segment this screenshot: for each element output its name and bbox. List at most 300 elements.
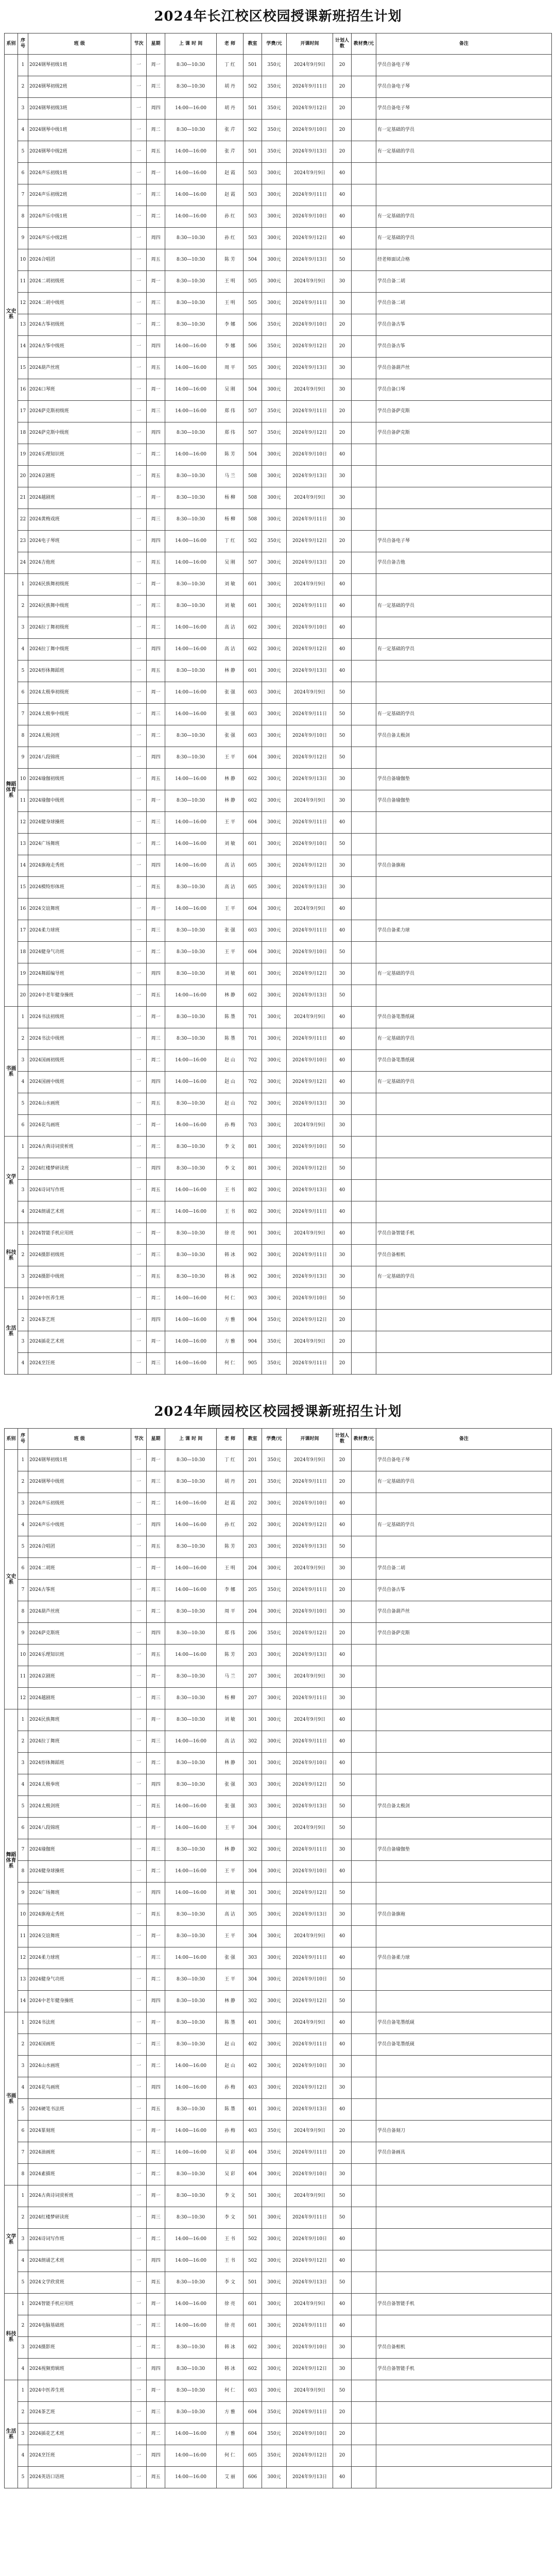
- capacity-cell: 40: [333, 660, 352, 682]
- period-cell: 一: [131, 293, 147, 314]
- classroom-cell: 601: [244, 596, 262, 617]
- capacity-cell: 30: [333, 1666, 352, 1688]
- row-index-cell: 10: [18, 1645, 28, 1666]
- teacher-cell: 方 雅: [217, 1310, 244, 1331]
- material-fee-cell: [352, 1991, 376, 2012]
- start-date-cell: 2024年9月13日: [287, 877, 333, 899]
- class-name-cell: 2024健身气功班: [28, 942, 131, 963]
- start-date-cell: 2024年9月10日: [287, 1050, 333, 1072]
- weekday-cell: 周一: [147, 790, 165, 812]
- row-index-cell: 8: [18, 1601, 28, 1623]
- period-cell: 一: [131, 1450, 147, 1471]
- teacher-cell: 吴 刚: [217, 379, 244, 401]
- table-row: [5, 2034, 552, 2056]
- capacity-cell: 50: [333, 1536, 352, 1558]
- capacity-cell: 30: [333, 1245, 352, 1266]
- start-date-cell: 2024年9月9日: [287, 271, 333, 293]
- teacher-cell: 高 洁: [217, 1731, 244, 1753]
- remark-cell: [376, 1288, 552, 1310]
- class-name-cell: 2024中医养生班: [28, 2380, 131, 2402]
- class-name-cell: 2024舞蹈编导班: [28, 963, 131, 985]
- class-name-cell: 2024文学欣赏班: [28, 2272, 131, 2294]
- class-name-cell: 2024声乐初级1班: [28, 163, 131, 184]
- period-cell: 一: [131, 2294, 147, 2315]
- teacher-cell: 孙 梅: [217, 1115, 244, 1137]
- table-row: [5, 942, 552, 963]
- table-row: [5, 1861, 552, 1883]
- remark-cell: 学员自备笔墨纸砚: [376, 2034, 552, 2056]
- capacity-cell: 40: [333, 1007, 352, 1028]
- remark-cell: 学员自备旗袍: [376, 855, 552, 877]
- class-name-cell: 2024拉丁舞初级班: [28, 617, 131, 639]
- capacity-cell: 50: [333, 704, 352, 725]
- weekday-cell: 周一: [147, 2294, 165, 2315]
- material-fee-cell: [352, 1839, 376, 1861]
- start-date-cell: 2024年9月11日: [287, 1471, 333, 1493]
- table-row: [5, 2207, 552, 2229]
- weekday-cell: 周一: [147, 487, 165, 509]
- table-row: [5, 596, 552, 617]
- remark-cell: [376, 1093, 552, 1115]
- teacher-cell: 刘 敏: [217, 1709, 244, 1731]
- tuition-cell: 300元: [262, 877, 287, 899]
- table-row: [5, 1310, 552, 1331]
- class-time-cell: 8:30—10:30: [165, 1623, 217, 1645]
- material-fee-cell: [352, 2380, 376, 2402]
- period-cell: 一: [131, 2142, 147, 2164]
- start-date-cell: 2024年9月11日: [287, 1947, 333, 1969]
- teacher-cell: 方 雅: [217, 1331, 244, 1353]
- table-row: [5, 2402, 552, 2424]
- period-cell: 一: [131, 379, 147, 401]
- period-cell: 一: [131, 1115, 147, 1137]
- material-fee-cell: [352, 552, 376, 574]
- table-row: [5, 1245, 552, 1266]
- teacher-cell: 王 平: [217, 747, 244, 769]
- teacher-cell: 孙 梅: [217, 2121, 244, 2142]
- class-name-cell: 2024旗袍走秀班: [28, 1904, 131, 1926]
- material-fee-cell: [352, 574, 376, 596]
- material-fee-cell: [352, 1115, 376, 1137]
- tuition-cell: 300元: [262, 1731, 287, 1753]
- period-cell: 一: [131, 1245, 147, 1266]
- table-row: [5, 2467, 552, 2488]
- weekday-cell: 周三: [147, 1839, 165, 1861]
- row-index-cell: 12: [18, 1947, 28, 1969]
- remark-cell: [376, 660, 552, 682]
- period-cell: 一: [131, 1666, 147, 1688]
- class-name-cell: 2024花鸟画班: [28, 2077, 131, 2099]
- row-index-cell: 13: [18, 834, 28, 855]
- weekday-cell: 周二: [147, 206, 165, 228]
- class-time-cell: 8:30—10:30: [165, 1688, 217, 1709]
- classroom-cell: 507: [244, 401, 262, 422]
- material-fee-cell: [352, 855, 376, 877]
- class-name-cell: 2024烹饪班: [28, 1353, 131, 1375]
- teacher-cell: 吴 彩: [217, 2142, 244, 2164]
- row-index-cell: 2: [18, 1731, 28, 1753]
- teacher-cell: 赵 山: [217, 2034, 244, 2056]
- header-remark: 备注: [376, 1429, 552, 1450]
- start-date-cell: 2024年9月10日: [287, 314, 333, 336]
- material-fee-cell: [352, 2185, 376, 2207]
- capacity-cell: 30: [333, 1839, 352, 1861]
- tuition-cell: 350元: [262, 98, 287, 120]
- period-cell: 一: [131, 942, 147, 963]
- class-time-cell: 8:30—10:30: [165, 76, 217, 98]
- capacity-cell: 40: [333, 184, 352, 206]
- classroom-cell: 603: [244, 2380, 262, 2402]
- start-date-cell: 2024年9月12日: [287, 1883, 333, 1904]
- class-name-cell: 2024声乐初级班: [28, 1493, 131, 1515]
- capacity-cell: 40: [333, 574, 352, 596]
- teacher-cell: 王 平: [217, 812, 244, 834]
- capacity-cell: 30: [333, 271, 352, 293]
- teacher-cell: 陈 墨: [217, 2012, 244, 2034]
- table-row: [5, 963, 552, 985]
- material-fee-cell: [352, 1645, 376, 1666]
- remark-cell: 学员自备口琴: [376, 379, 552, 401]
- class-name-cell: 2024口琴班: [28, 379, 131, 401]
- period-cell: 一: [131, 855, 147, 877]
- header-room: 教室: [244, 1429, 262, 1450]
- teacher-cell: 张 强: [217, 1947, 244, 1969]
- remark-cell: 学员自备萨克斯: [376, 1623, 552, 1645]
- material-fee-cell: [352, 1796, 376, 1818]
- class-time-cell: 14:00—16:00: [165, 531, 217, 552]
- row-index-cell: 10: [18, 249, 28, 271]
- period-cell: 一: [131, 2077, 147, 2099]
- teacher-cell: 陈 芳: [217, 249, 244, 271]
- capacity-cell: 30: [333, 1688, 352, 1709]
- teacher-cell: 刘 敏: [217, 1883, 244, 1904]
- class-name-cell: 2024视频剪辑班: [28, 2359, 131, 2380]
- capacity-cell: 30: [333, 877, 352, 899]
- row-index-cell: 4: [18, 1774, 28, 1796]
- remark-cell: [376, 2077, 552, 2099]
- start-date-cell: 2024年9月10日: [287, 725, 333, 747]
- tuition-cell: 300元: [262, 596, 287, 617]
- teacher-cell: 丁 红: [217, 55, 244, 76]
- period-cell: 一: [131, 2185, 147, 2207]
- tuition-cell: 350元: [262, 1450, 287, 1471]
- teacher-cell: 孙 梅: [217, 2077, 244, 2099]
- class-time-cell: 14:00—16:00: [165, 855, 217, 877]
- tuition-cell: 300元: [262, 1007, 287, 1028]
- row-index-cell: 12: [18, 1688, 28, 1709]
- start-date-cell: 2024年9月10日: [287, 2229, 333, 2250]
- capacity-cell: 30: [333, 2164, 352, 2185]
- header-time: 上 课 时 间: [165, 1429, 217, 1450]
- table-row: [5, 1493, 552, 1515]
- tuition-cell: 350元: [262, 141, 287, 163]
- class-time-cell: 14:00—16:00: [165, 2294, 217, 2315]
- capacity-cell: 50: [333, 2207, 352, 2229]
- period-cell: 一: [131, 228, 147, 249]
- tuition-cell: 350元: [262, 1580, 287, 1601]
- teacher-cell: 周 平: [217, 358, 244, 379]
- class-name-cell: 2024柔力球班: [28, 920, 131, 942]
- teacher-cell: 陈 墨: [217, 2099, 244, 2121]
- tuition-cell: 350元: [262, 76, 287, 98]
- class-name-cell: 2024民族舞班: [28, 1709, 131, 1731]
- table-row: [5, 2164, 552, 2185]
- table-row: [5, 1774, 552, 1796]
- remark-cell: 有一定基础的学员: [376, 206, 552, 228]
- tuition-cell: 300元: [262, 812, 287, 834]
- class-time-cell: 14:00—16:00: [165, 1818, 217, 1839]
- period-cell: 一: [131, 2250, 147, 2272]
- weekday-cell: 周二: [147, 1288, 165, 1310]
- remark-cell: 有一定基础的学员: [376, 1028, 552, 1050]
- weekday-cell: 周一: [147, 1331, 165, 1353]
- start-date-cell: 2024年9月13日: [287, 985, 333, 1007]
- table-row: [5, 2380, 552, 2402]
- start-date-cell: 2024年9月11日: [287, 704, 333, 725]
- row-index-cell: 7: [18, 184, 28, 206]
- teacher-cell: 张 强: [217, 704, 244, 725]
- weekday-cell: 周二: [147, 1753, 165, 1774]
- tuition-cell: 300元: [262, 2207, 287, 2229]
- material-fee-cell: [352, 1861, 376, 1883]
- class-time-cell: 8:30—10:30: [165, 1028, 217, 1050]
- remark-cell: [376, 509, 552, 531]
- classroom-cell: 602: [244, 639, 262, 660]
- remark-cell: 学员自备吉他: [376, 552, 552, 574]
- teacher-cell: 赵 山: [217, 1093, 244, 1115]
- material-fee-cell: [352, 2099, 376, 2121]
- teacher-cell: 方 雅: [217, 2402, 244, 2424]
- classroom-cell: 801: [244, 1137, 262, 1158]
- capacity-cell: 20: [333, 314, 352, 336]
- teacher-cell: 杨 柳: [217, 1688, 244, 1709]
- class-name-cell: 2024篆刻班: [28, 2121, 131, 2142]
- period-cell: 一: [131, 2315, 147, 2337]
- class-time-cell: 14:00—16:00: [165, 1201, 217, 1223]
- weekday-cell: 周一: [147, 2185, 165, 2207]
- capacity-cell: 40: [333, 1050, 352, 1072]
- material-fee-cell: [352, 725, 376, 747]
- tuition-cell: 300元: [262, 1796, 287, 1818]
- class-name-cell: 2024广场舞班: [28, 834, 131, 855]
- teacher-cell: 何 仁: [217, 1288, 244, 1310]
- class-name-cell: 2024山水画班: [28, 2056, 131, 2077]
- material-fee-cell: [352, 2250, 376, 2272]
- start-date-cell: 2024年9月12日: [287, 1158, 333, 1180]
- class-name-cell: 2024葫芦丝班: [28, 1601, 131, 1623]
- class-time-cell: 8:30—10:30: [165, 1223, 217, 1245]
- capacity-cell: 20: [333, 1471, 352, 1493]
- tuition-cell: 300元: [262, 271, 287, 293]
- material-fee-cell: [352, 1904, 376, 1926]
- classroom-cell: 505: [244, 293, 262, 314]
- weekday-cell: 周二: [147, 1861, 165, 1883]
- class-time-cell: 8:30—10:30: [165, 422, 217, 444]
- class-time-cell: 8:30—10:30: [165, 1709, 217, 1731]
- class-time-cell: 14:00—16:00: [165, 1515, 217, 1536]
- weekday-cell: 周三: [147, 920, 165, 942]
- classroom-cell: 702: [244, 1093, 262, 1115]
- material-fee-cell: [352, 1201, 376, 1223]
- teacher-cell: 林 静: [217, 985, 244, 1007]
- class-name-cell: 2024红楼梦研读班: [28, 1158, 131, 1180]
- period-cell: 一: [131, 812, 147, 834]
- weekday-cell: 周二: [147, 1050, 165, 1072]
- capacity-cell: 40: [333, 1493, 352, 1515]
- capacity-cell: 40: [333, 1947, 352, 1969]
- remark-cell: 学员自备电子琴: [376, 531, 552, 552]
- capacity-cell: 40: [333, 163, 352, 184]
- start-date-cell: 2024年9月9日: [287, 163, 333, 184]
- material-fee-cell: [352, 444, 376, 466]
- material-fee-cell: [352, 704, 376, 725]
- table-row: [5, 899, 552, 920]
- remark-cell: 学员自备笔墨纸砚: [376, 1007, 552, 1028]
- period-cell: 一: [131, 1180, 147, 1201]
- class-name-cell: 2024诗词写作班: [28, 1180, 131, 1201]
- classroom-cell: 402: [244, 2056, 262, 2077]
- class-name-cell: 2024健身球操班: [28, 812, 131, 834]
- weekday-cell: 周三: [147, 1245, 165, 1266]
- class-time-cell: 8:30—10:30: [165, 249, 217, 271]
- classroom-cell: 204: [244, 1558, 262, 1580]
- row-index-cell: 4: [18, 2250, 28, 2272]
- tuition-cell: 300元: [262, 747, 287, 769]
- period-cell: 一: [131, 639, 147, 660]
- row-index-cell: 5: [18, 1093, 28, 1115]
- row-index-cell: 22: [18, 509, 28, 531]
- tuition-cell: 300元: [262, 942, 287, 963]
- row-index-cell: 4: [18, 1072, 28, 1093]
- material-fee-cell: [352, 920, 376, 942]
- period-cell: 一: [131, 314, 147, 336]
- class-name-cell: 2024形体舞蹈班: [28, 1753, 131, 1774]
- start-date-cell: 2024年9月9日: [287, 1709, 333, 1731]
- period-cell: 一: [131, 725, 147, 747]
- weekday-cell: 周五: [147, 2272, 165, 2294]
- material-fee-cell: [352, 769, 376, 790]
- material-fee-cell: [352, 466, 376, 487]
- material-fee-cell: [352, 379, 376, 401]
- classroom-cell: 501: [244, 141, 262, 163]
- classroom-cell: 501: [244, 2207, 262, 2229]
- capacity-cell: 30: [333, 2359, 352, 2380]
- class-time-cell: 14:00—16:00: [165, 1072, 217, 1093]
- teacher-cell: 李 娜: [217, 1580, 244, 1601]
- weekday-cell: 周三: [147, 1471, 165, 1493]
- classroom-cell: 602: [244, 2337, 262, 2359]
- tuition-cell: 300元: [262, 790, 287, 812]
- classroom-cell: 604: [244, 812, 262, 834]
- capacity-cell: 40: [333, 596, 352, 617]
- tuition-cell: 300元: [262, 1245, 287, 1266]
- period-cell: 一: [131, 358, 147, 379]
- start-date-cell: 2024年9月11日: [287, 1245, 333, 1266]
- table-row: [5, 379, 552, 401]
- period-cell: 一: [131, 444, 147, 466]
- class-time-cell: 14:00—16:00: [165, 2229, 217, 2250]
- class-time-cell: 8:30—10:30: [165, 2380, 217, 2402]
- capacity-cell: 40: [333, 2229, 352, 2250]
- weekday-cell: 周四: [147, 531, 165, 552]
- tuition-cell: 300元: [262, 1753, 287, 1774]
- tuition-cell: 300元: [262, 444, 287, 466]
- class-name-cell: 2024古筝中级班: [28, 336, 131, 358]
- remark-cell: 学员自备旗袍: [376, 1904, 552, 1926]
- teacher-cell: 王 书: [217, 1180, 244, 1201]
- classroom-cell: 304: [244, 1926, 262, 1947]
- teacher-cell: 陈 芳: [217, 444, 244, 466]
- weekday-cell: 周四: [147, 1991, 165, 2012]
- period-cell: 一: [131, 920, 147, 942]
- capacity-cell: 40: [333, 639, 352, 660]
- weekday-cell: 周一: [147, 574, 165, 596]
- tuition-cell: 300元: [262, 2467, 287, 2488]
- material-fee-cell: [352, 2424, 376, 2445]
- remark-cell: [376, 877, 552, 899]
- capacity-cell: 20: [333, 336, 352, 358]
- row-index-cell: 2: [18, 1471, 28, 1493]
- start-date-cell: 2024年9月9日: [287, 1666, 333, 1688]
- table-row: [5, 120, 552, 141]
- capacity-cell: 40: [333, 2467, 352, 2488]
- tuition-cell: 300元: [262, 2272, 287, 2294]
- period-cell: 一: [131, 2380, 147, 2402]
- table-row: [5, 1991, 552, 2012]
- material-fee-cell: [352, 509, 376, 531]
- capacity-cell: 50: [333, 682, 352, 704]
- weekday-cell: 周四: [147, 963, 165, 985]
- table-row: [5, 1450, 552, 1471]
- remark-cell: [376, 747, 552, 769]
- classroom-cell: 201: [244, 1450, 262, 1471]
- class-time-cell: 14:00—16:00: [165, 2424, 217, 2445]
- table-row: [5, 1558, 552, 1580]
- period-cell: 一: [131, 2034, 147, 2056]
- tuition-cell: 300元: [262, 834, 287, 855]
- table-row: [5, 1753, 552, 1774]
- remark-cell: [376, 1645, 552, 1666]
- row-index-cell: 9: [18, 228, 28, 249]
- class-time-cell: 14:00—16:00: [165, 1288, 217, 1310]
- capacity-cell: 30: [333, 2337, 352, 2359]
- class-name-cell: 2024声乐中级班: [28, 1515, 131, 1536]
- class-time-cell: 14:00—16:00: [165, 1558, 217, 1580]
- remark-cell: 学员自备古筝: [376, 336, 552, 358]
- class-time-cell: 8:30—10:30: [165, 1969, 217, 1991]
- capacity-cell: 40: [333, 2315, 352, 2337]
- start-date-cell: 2024年9月12日: [287, 2359, 333, 2380]
- teacher-cell: 张 芹: [217, 120, 244, 141]
- table-row: [5, 725, 552, 747]
- teacher-cell: 王 平: [217, 1926, 244, 1947]
- period-cell: 一: [131, 2337, 147, 2359]
- table-row: [5, 1709, 552, 1731]
- tuition-cell: 300元: [262, 379, 287, 401]
- weekday-cell: 周一: [147, 2380, 165, 2402]
- weekday-cell: 周一: [147, 1709, 165, 1731]
- start-date-cell: 2024年9月12日: [287, 855, 333, 877]
- material-fee-cell: [352, 2272, 376, 2294]
- remark-cell: [376, 163, 552, 184]
- material-fee-cell: [352, 293, 376, 314]
- class-time-cell: 14:00—16:00: [165, 184, 217, 206]
- table-row: [5, 1028, 552, 1050]
- material-fee-cell: [352, 2207, 376, 2229]
- row-index-cell: 18: [18, 422, 28, 444]
- teacher-cell: 王 平: [217, 1969, 244, 1991]
- class-time-cell: 8:30—10:30: [165, 942, 217, 963]
